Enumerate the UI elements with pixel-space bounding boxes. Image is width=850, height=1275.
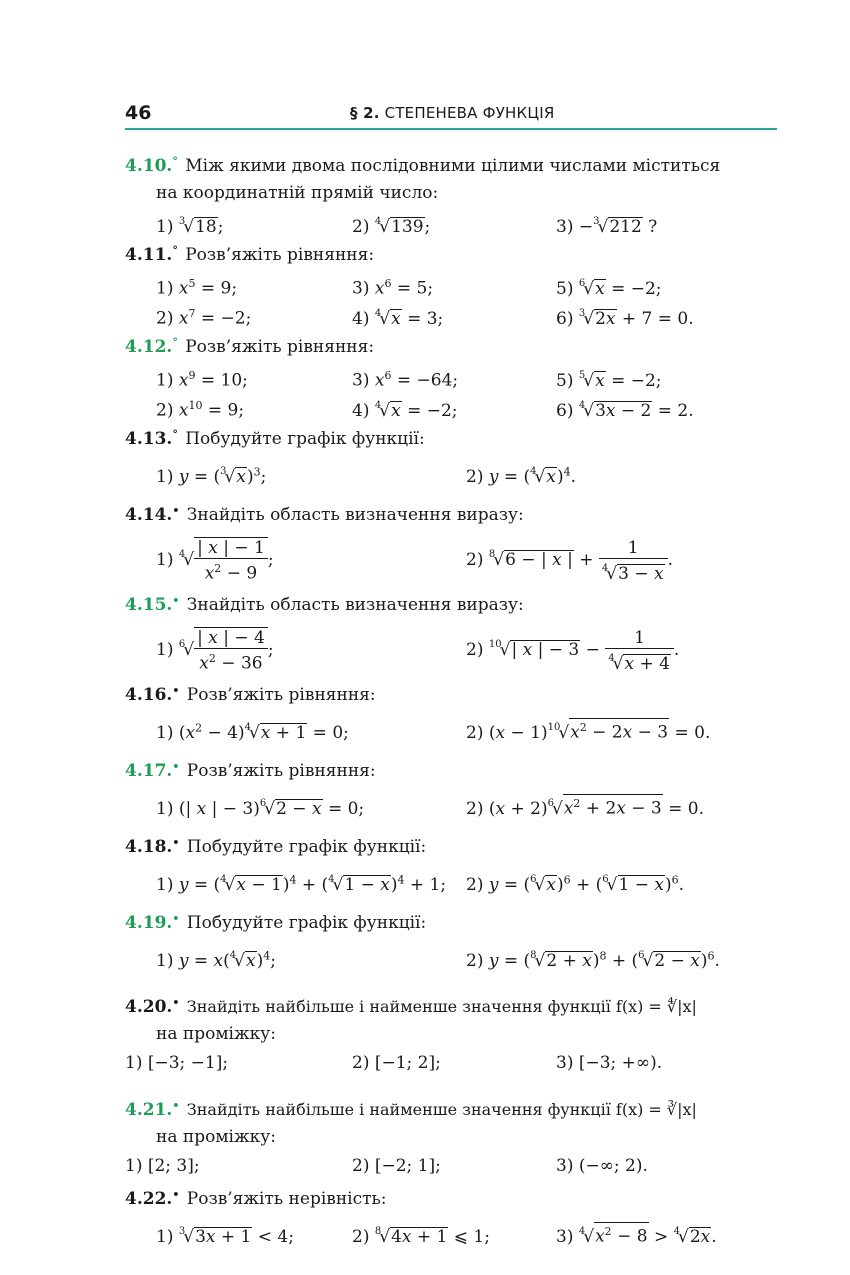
item-2: 2) $y = (^8√2 + x)^8 + (^6√2 - x)^6$. — [466, 949, 720, 971]
problem-number: 4.11. — [125, 245, 173, 265]
difficulty-mark: • — [172, 594, 180, 607]
item-2: 2) $(x + 2)^6√x^2 + 2x - 3 = 0$. — [466, 785, 704, 828]
item-2: 2) $y = (^4√x)^4$. — [466, 465, 577, 487]
problem-text-continued: на проміжку: — [156, 1127, 276, 1147]
problem-4-19 — [125, 905, 785, 975]
problem-4-14 — [125, 497, 785, 584]
item-2: 2) $^4$√139; — [352, 216, 431, 237]
item-1: 1) $x^5 = 9$; — [156, 277, 238, 299]
difficulty-mark: • — [172, 1099, 180, 1112]
difficulty-mark: ° — [172, 428, 178, 441]
difficulty-mark: • — [172, 760, 180, 773]
problem-4-11 — [125, 237, 785, 329]
problem-text: Між якими двома послідовними цілими числами міститься — [185, 156, 721, 176]
item-6: 6) $^4$√3x − 2 = 2. — [556, 400, 694, 421]
item-1: 1) $^6$√ $\frac{| x | - 4}{x^2 - 36}$ ; — [156, 628, 274, 674]
item-2: 2) $(x - 1)^{10}√x^2 - 2x - 3 = 0$. — [466, 709, 710, 752]
problem-text: Знайдіть найбільше і найменше значення функції f(x) = ∛|x| — [186, 1100, 697, 1119]
problem-number: 4.20. — [125, 997, 173, 1017]
problem-4-17 — [125, 753, 785, 823]
problem-text: Розв’яжіть рівняння: — [185, 337, 375, 357]
item-1: 1) [−3; −1]; — [125, 1053, 229, 1073]
item-1: 1) $y = (^4√x - 1)^4 + (^4√1 - x)^4 + 1$; — [156, 873, 447, 895]
problem-number: 4.12. — [125, 337, 173, 357]
problem-4-10 — [125, 148, 785, 237]
item-2: 2) $y = (^6√x)^6 + (^6√1 - x)^6$. — [466, 873, 685, 895]
item-1: 1) $x^9 = 10$; — [156, 369, 248, 391]
item-3: 3) [−3; +∞). — [556, 1053, 663, 1073]
difficulty-mark: • — [172, 912, 180, 925]
item-5: 5) $^5$√x = −2; — [556, 370, 662, 391]
problem-text: Розв’яжіть рівняння: — [185, 245, 375, 265]
item-1: 1) $^3$√18; — [156, 216, 224, 237]
problem-number: 4.18. — [125, 837, 173, 857]
item-1: 1) [2; 3]; — [125, 1156, 200, 1176]
problem-4-13 — [125, 421, 785, 491]
item-3: 3) −$^3$√212 ? — [556, 216, 658, 237]
item-2: 2) $^{10}$√| x | − 3 − $\frac{1}{^4√x + 4}$ . — [466, 627, 680, 674]
section-mark: § 2. — [350, 104, 380, 122]
problem-number: 4.14. — [125, 505, 173, 525]
difficulty-mark: ° — [172, 244, 178, 257]
item-3: 3) $x^6 = 5$; — [352, 277, 434, 299]
difficulty-mark: • — [172, 684, 180, 697]
problem-number: 4.15. — [125, 595, 173, 615]
item-2: 2) $x^{10} = 9$; — [156, 399, 245, 421]
difficulty-mark: • — [172, 836, 180, 849]
item-5: 5) $^6$√x = −2; — [556, 278, 662, 299]
problem-4-22 — [125, 1181, 785, 1251]
item-4: 4) $^4$√x = −2; — [352, 400, 458, 421]
problem-text-continued: на проміжку: — [156, 1024, 276, 1044]
item-1: 1) $^3$√3x + 1 < 4; — [156, 1226, 294, 1247]
difficulty-mark: • — [172, 996, 180, 1009]
item-2: 2) [−2; 1]; — [352, 1156, 441, 1176]
problem-4-15 — [125, 587, 785, 674]
problem-number: 4.22. — [125, 1189, 173, 1209]
problem-4-12 — [125, 329, 785, 421]
problem-text: Знайдіть область визначення виразу: — [186, 595, 524, 615]
problem-number: 4.21. — [125, 1100, 173, 1120]
item-2: 2) [−1; 2]; — [352, 1053, 441, 1073]
problem-text: Знайдіть область визначення виразу: — [186, 505, 524, 525]
section-title-text: СТЕПЕНЕВА ФУНКЦІЯ — [384, 104, 555, 122]
problem-4-21 — [125, 1092, 785, 1181]
problem-text: Знайдіть найбільше і найменше значення функції f(x) = ∜|x| — [186, 997, 697, 1016]
item-1: 1) $y = (^3√x)^3$; — [156, 465, 267, 487]
item-3: 3) $^4√x^2 - 8 > ^4√2x$. — [556, 1213, 717, 1256]
item-6: 6) $^3$√2x + 7 = 0. — [556, 308, 694, 329]
problem-4-18 — [125, 829, 785, 899]
difficulty-mark: • — [172, 504, 180, 517]
problem-number: 4.19. — [125, 913, 173, 933]
section-title — [350, 104, 554, 122]
problem-text: Розв’яжіть рівняння: — [186, 685, 376, 705]
item-3: 3) $x^6 = -64$; — [352, 369, 459, 391]
exercise-list — [125, 148, 785, 1251]
problem-text: Побудуйте графік функції: — [186, 913, 427, 933]
item-2: 2) $x^7 = -2$; — [156, 307, 252, 329]
problem-number: 4.16. — [125, 685, 173, 705]
problem-number: 4.10. — [125, 156, 173, 176]
item-4: 4) $^4$√x = 3; — [352, 308, 444, 329]
item-1: 1) (| x | − 3)$^6$√2 − x = 0; — [156, 798, 365, 819]
problem-number: 4.17. — [125, 761, 173, 781]
difficulty-mark: ° — [172, 155, 178, 168]
item-2: 2) $^8$√6 − | x | + $\frac{1}{^4√3 - x}$ . — [466, 537, 673, 584]
item-3: 3) (−∞; 2). — [556, 1156, 648, 1176]
problem-text: Побудуйте графік функції: — [186, 837, 427, 857]
problem-4-16 — [125, 677, 785, 747]
problem-text: Розв’яжіть рівняння: — [186, 761, 376, 781]
difficulty-mark: • — [172, 1188, 180, 1201]
item-1: 1) $(x^2 - 4)^4√x + 1 = 0$; — [156, 721, 349, 743]
item-1: 1) $^4$√ $\frac{| x | - 1}{x^2 - 9}$ ; — [156, 538, 274, 584]
item-1: 1) $y = x(^4√x)^4$; — [156, 949, 276, 971]
problem-4-20 — [125, 989, 785, 1078]
difficulty-mark: ° — [172, 336, 178, 349]
item-2: 2) $^8$√4x + 1 ⩽ 1; — [352, 1226, 490, 1247]
page-header — [125, 100, 777, 130]
page-number: 46 — [125, 102, 152, 124]
problem-text-continued: на координатній прямій число: — [156, 183, 439, 203]
problem-text: Побудуйте графік функції: — [185, 429, 425, 449]
problem-number: 4.13. — [125, 429, 173, 449]
problem-text: Розв’яжіть нерівність: — [186, 1189, 387, 1209]
